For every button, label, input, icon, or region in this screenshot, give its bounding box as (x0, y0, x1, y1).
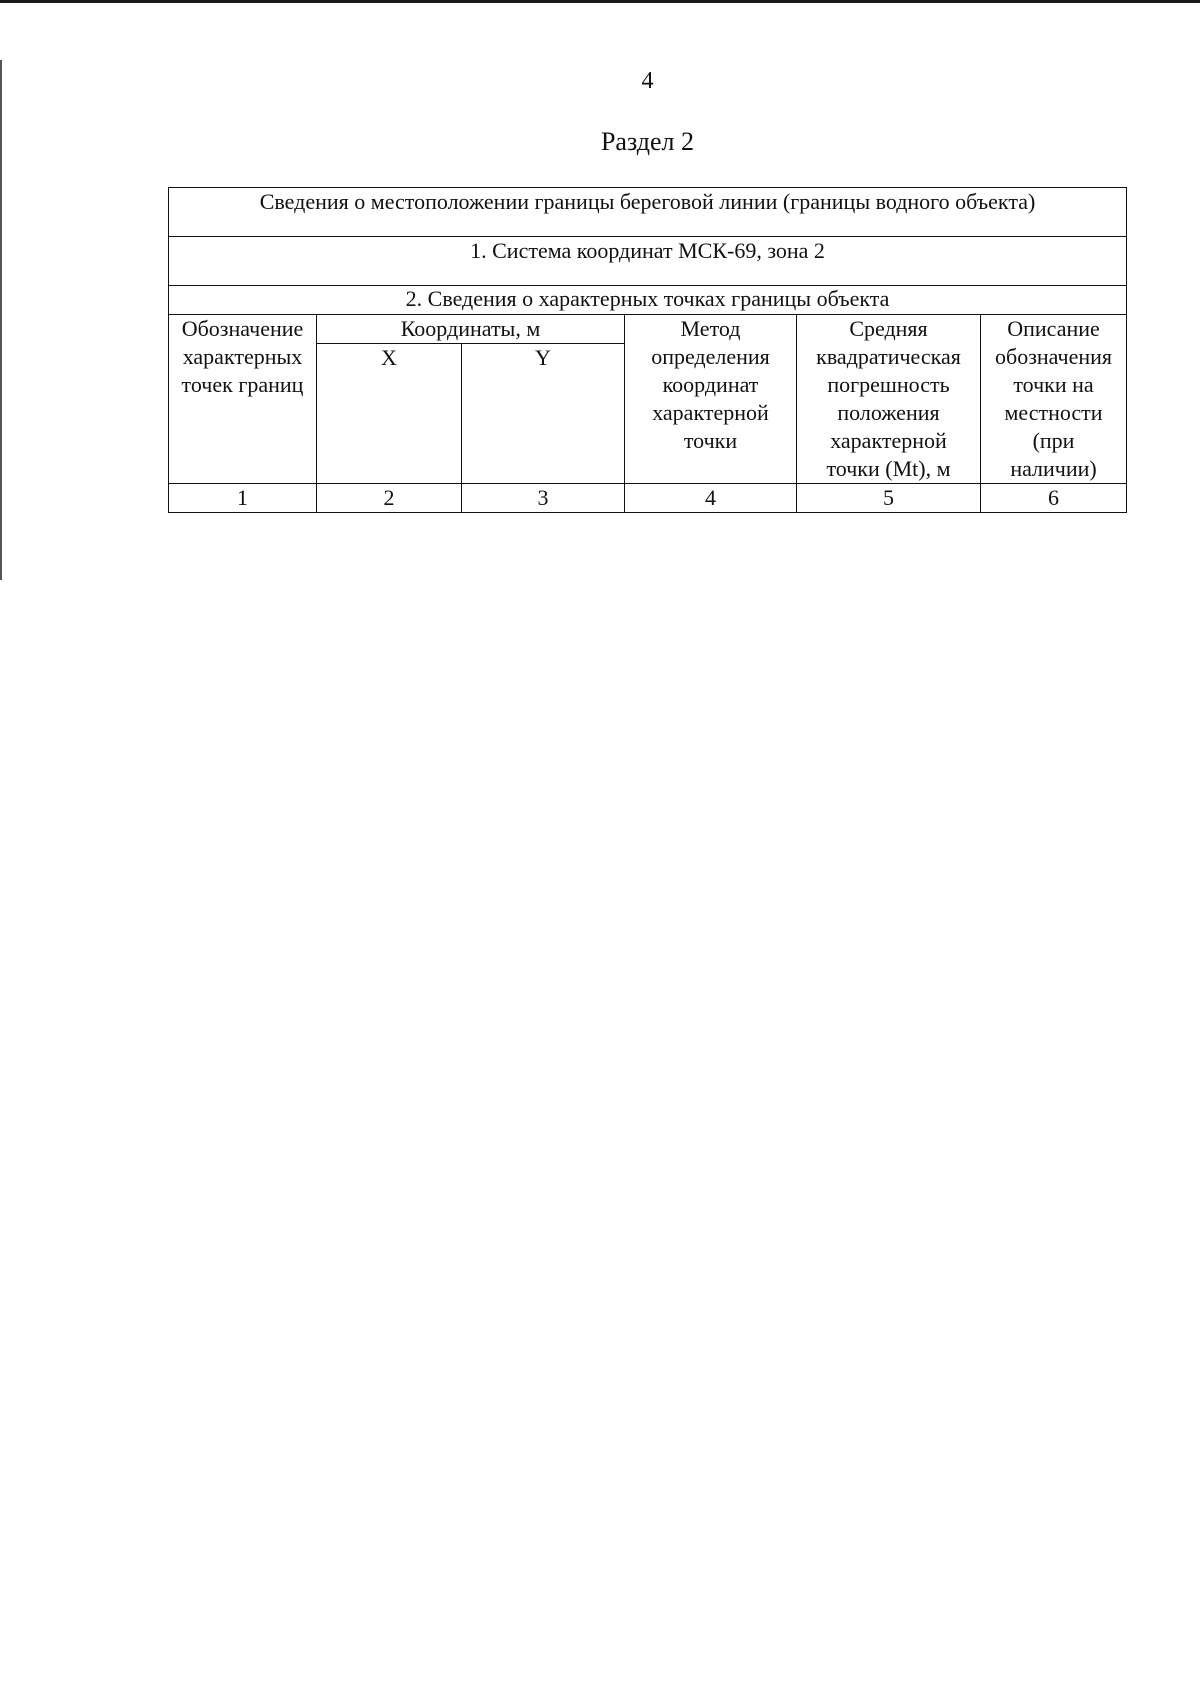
coordinate-system-row (169, 237, 1127, 286)
column-number: 3 (462, 484, 625, 513)
column-number: 1 (169, 484, 317, 513)
column-number: 5 (797, 484, 981, 513)
header-x: X (317, 344, 462, 484)
header-coordinates: Координаты, м (317, 315, 625, 344)
column-number: 6 (981, 484, 1127, 513)
points-caption: 2. Сведения о характерных точках границы объекта (169, 286, 1127, 315)
header-y: Y (462, 344, 625, 484)
table-title-row (169, 188, 1127, 237)
column-number: 2 (317, 484, 462, 513)
coordinate-system: 1. Система координат МСК-69, зона 2 (169, 237, 1127, 286)
table-title: Сведения о местоположении границы береговой линии (границы водного объекта) (169, 188, 1127, 237)
header-error: Средняя квадратическая погрешность положения характерной точки (Mt), м (797, 315, 981, 484)
column-number: 4 (625, 484, 797, 513)
page-number: 4 (641, 68, 654, 94)
header-designation: Обозначение характерных точек границ (169, 315, 317, 484)
column-numbers-row (169, 484, 1127, 513)
boundary-table (168, 187, 1127, 513)
page-top-edge (0, 0, 1200, 3)
header-method: Метод определения координат характерной точки (625, 315, 797, 484)
header-description: Описание обозначения точки на местности (при наличии) (981, 315, 1127, 484)
header-row (169, 315, 1127, 344)
points-caption-row (169, 286, 1127, 315)
section-title: Раздел 2 (600, 127, 695, 156)
